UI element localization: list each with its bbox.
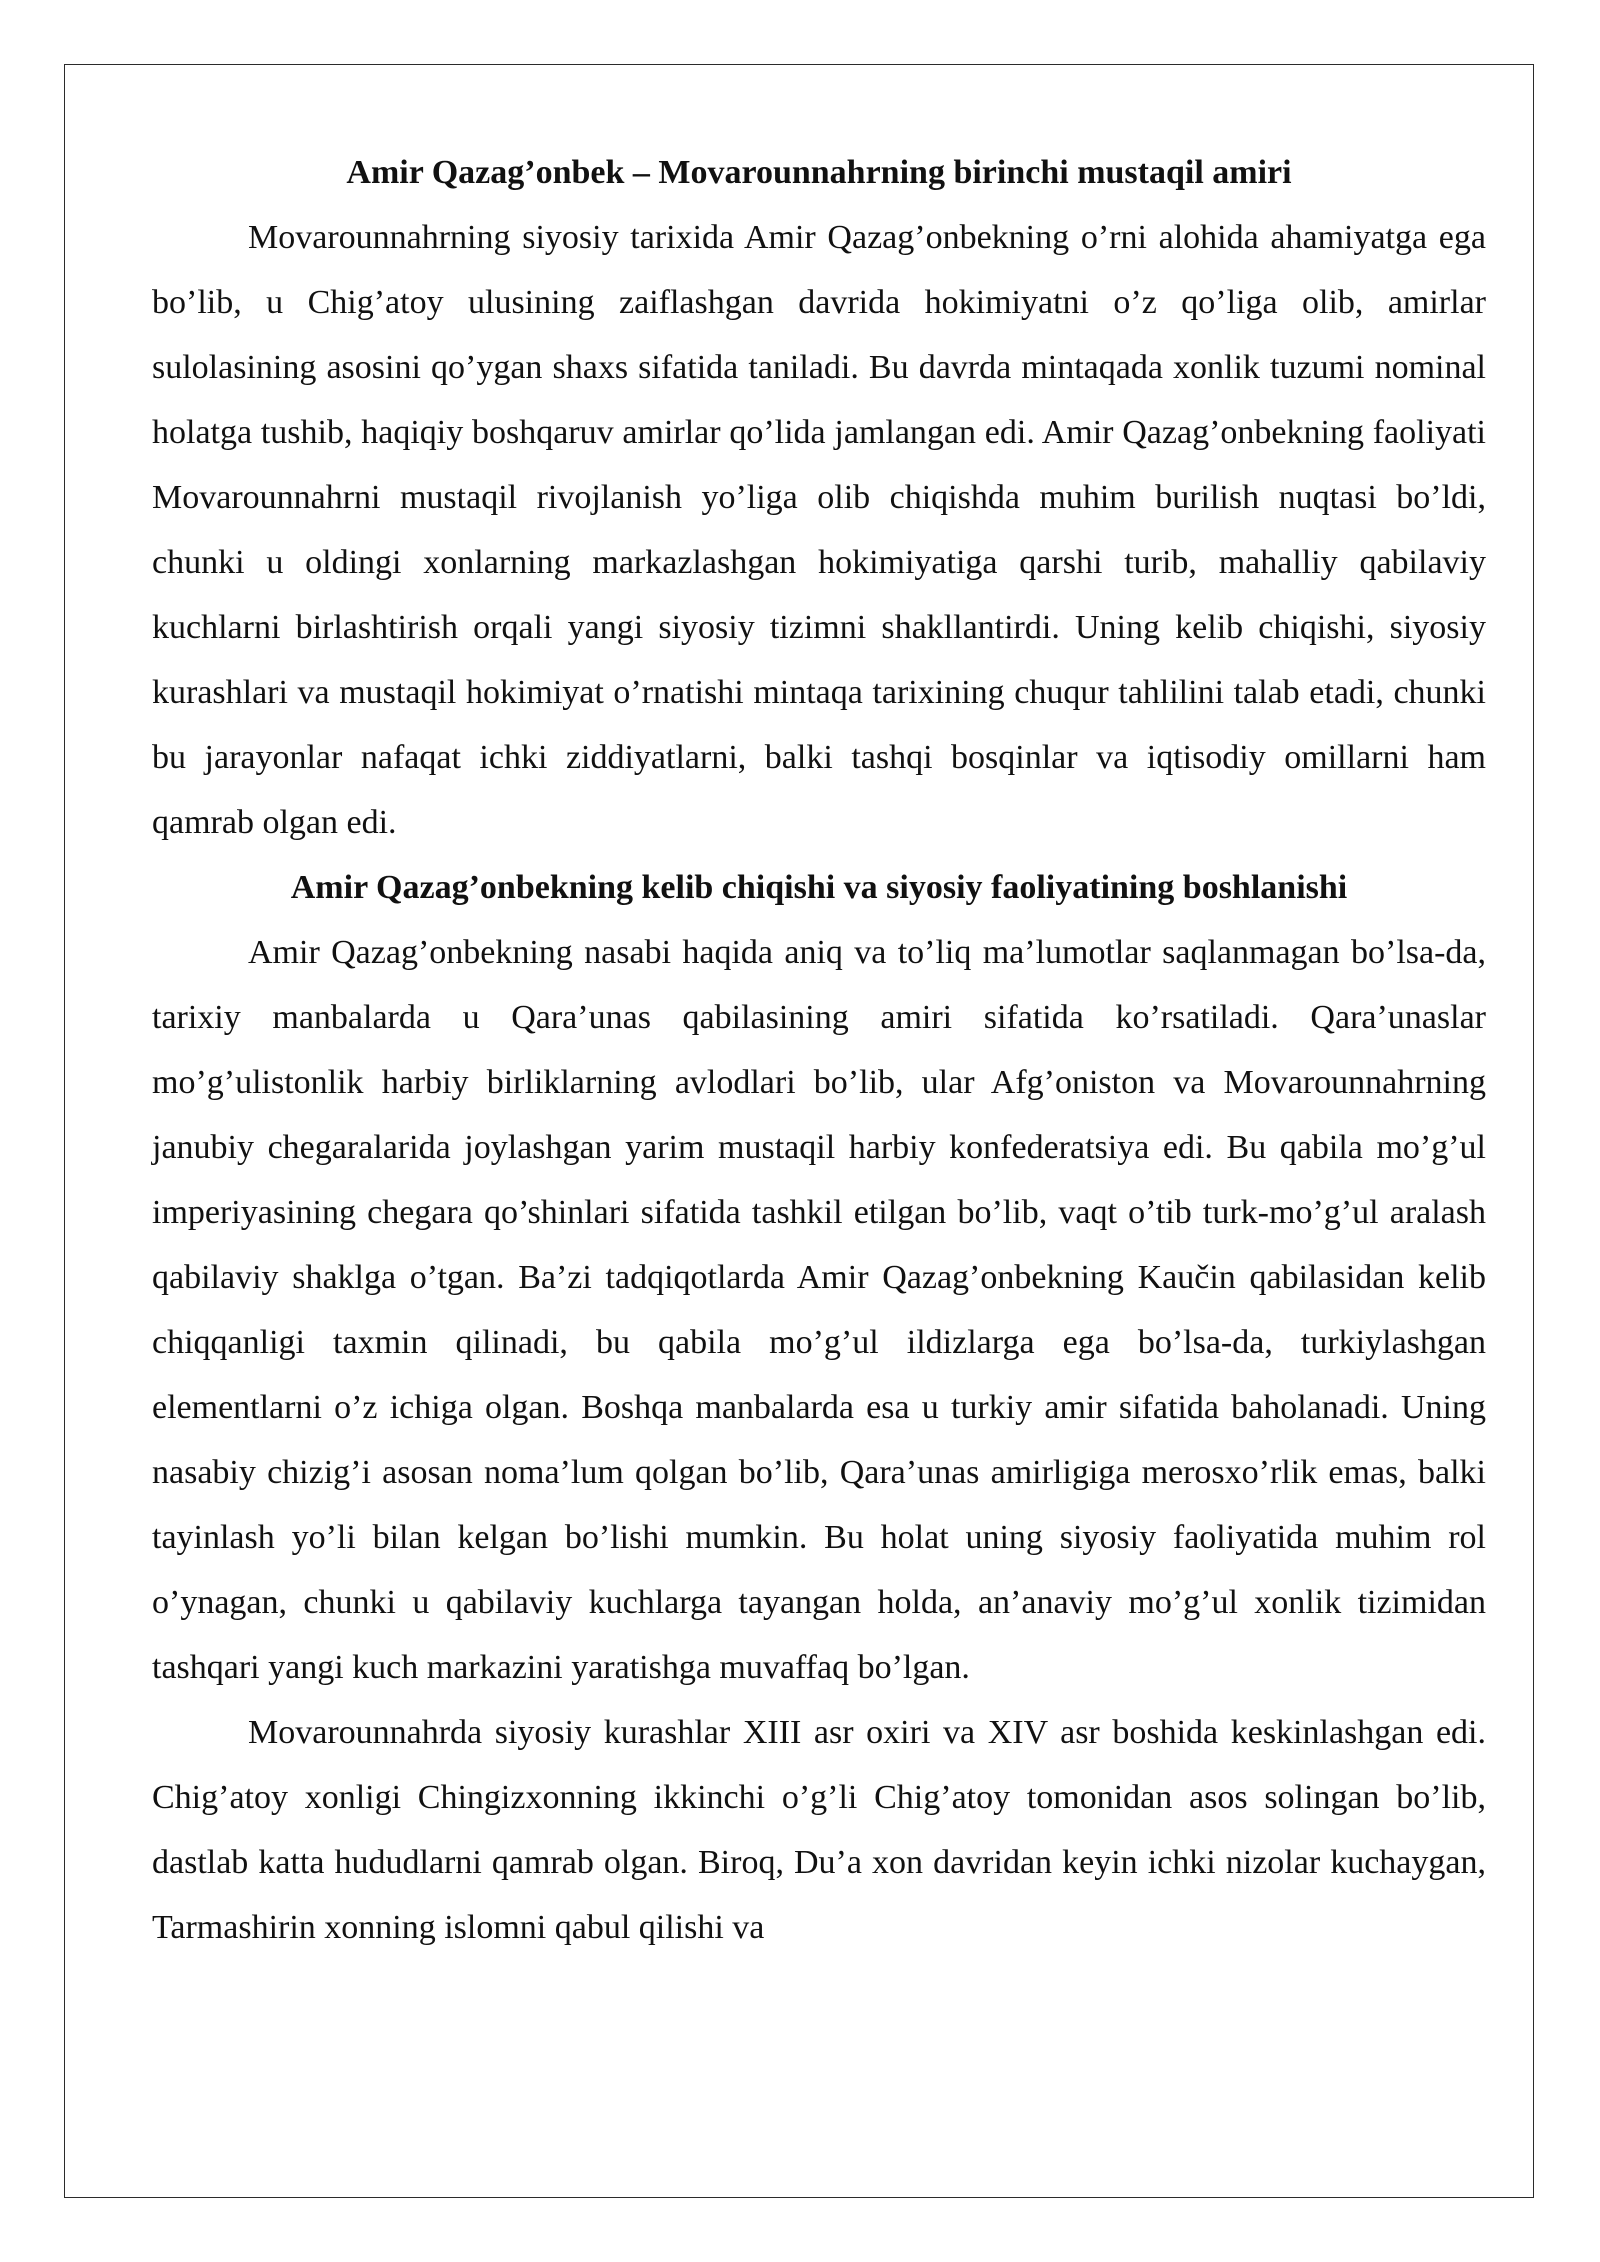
section-paragraph-1: Amir Qazag’onbekning nasabi haqida aniq va to’liq ma’lumotlar saqlanmagan bo’lsa-da, tarixiy manbalarda u Qara’unas qabilasining amiri sifatida ko’rsatiladi. Qara’unaslar mo’g’ulistonlik harbiy birliklarning avlodlari bo’lib, ular Afg’oniston va Movarounnahrning janubiy chegaralarida joylashgan yarim mustaqil harbiy konfederatsiya edi. Bu qabila mo’g’ul imperiyasining chegara qo’shinlari sifatida tashkil etilgan bo’lib, vaqt o’tib turk-mo’g’ul aralash qabilaviy shaklga o’tgan. Ba’zi tadqiqotlarda Amir Qazag’onbekning Kaučin qabilasidan kelib chiqqanligi taxmin qilinadi, bu qabila mo’g’ul ildizlarga ega bo’lsa-da, turkiylashgan elementlarni o’z ichiga olgan. Boshqa manbalarda esa u turkiy amir sifatida baholanadi. Uning nasabiy chizig’i asosan noma’lum qolgan bo’lib, Qara’unas amirligiga merosxo’rlik emas, balki tayinlash yo’li bilan kelgan bo’lishi mumkin. Bu holat uning siyosiy faoliyatida muhim rol o’ynagan, chunki u qabilaviy kuchlarga tayangan holda, an’anaviy mo’g’ul xonlik tizimidan tashqari yangi kuch markazini yaratishga muvaffaq bo’lgan.	[152, 934, 1486, 1686]
intro-paragraph: Movarounnahrning siyosiy tarixida Amir Qazag’onbekning o’rni alohida ahamiyatga ega bo’lib, u Chig’atoy ulusining zaiflashgan davrida hokimiyatni o’z qo’liga olib, amirlar sulolasining asosini qo’ygan shaxs sifatida taniladi. Bu davrda mintaqada xonlik tuzumi nominal holatga tushib, haqiqiy boshqaruv amirlar qo’lida jamlangan edi. Amir Qazag’onbekning faoliyati Movarounnahrni mustaqil rivojlanish yo’liga olib chiqishda muhim burilish nuqtasi bo’ldi, chunki u oldingi xonlarning markazlashgan hokimiyatiga qarshi turib, mahalliy qabilaviy kuchlarni birlashtirish orqali yangi siyosiy tizimni shakllantirdi. Uning kelib chiqishi, siyosiy kurashlari va mustaqil hokimiyat o’rnatishi mintaqa tarixining chuqur tahlilini talab etadi, chunki bu jarayonlar nafaqat ichki ziddiyatlarni, balki tashqi bosqinlar va iqtisodiy omillarni ham qamrab olgan edi.	[152, 219, 1486, 841]
document-title: Amir Qazag’onbek – Movarounnahrning birinchi mustaqil amiri	[346, 154, 1292, 191]
section-paragraph-2: Movarounnahrda siyosiy kurashlar XIII asr oxiri va XIV asr boshida keskinlashgan edi. Chig’atoy xonligi Chingizxonning ikkinchi o’g’li Chig’atoy tomonidan asos solingan bo’lib, dastlab katta hududlarni qamrab olgan. Biroq, Du’a xon davridan keyin ichki nizolar kuchaygan, Tarmashirin xonning islomni qabul qilishi va	[152, 1714, 1486, 1946]
document-body	[152, 140, 1486, 1960]
section-heading: Amir Qazag’onbekning kelib chiqishi va siyosiy faoliyatining boshlanishi	[290, 869, 1348, 906]
